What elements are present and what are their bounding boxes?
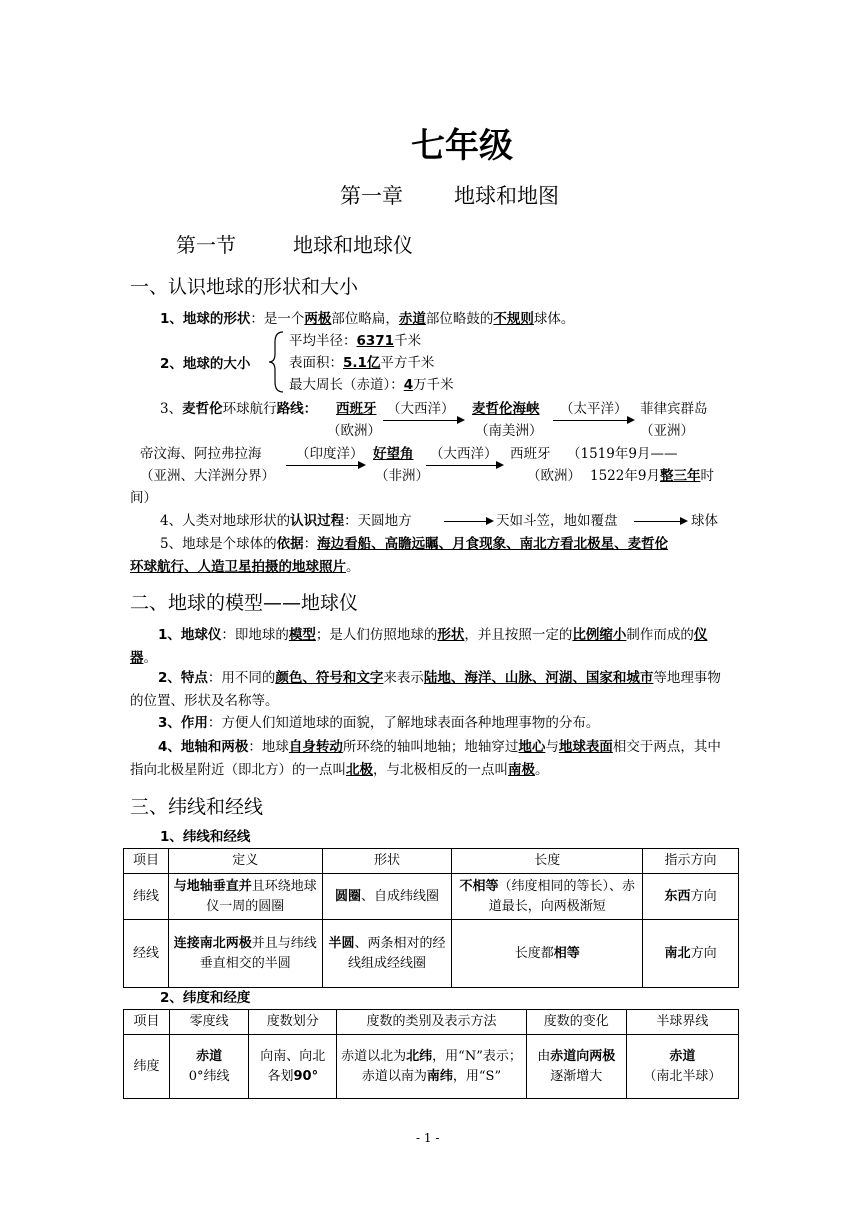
keyword: 与地轴垂直并 xyxy=(173,878,252,894)
row-label: 纬度 xyxy=(124,1035,170,1099)
text: 0°纬线 xyxy=(188,1068,230,1084)
text: ；是人们仿照地球的 xyxy=(315,627,438,643)
text: 所环绕的轴叫地轴；地轴穿过 xyxy=(342,739,519,755)
text: 表面积： xyxy=(289,355,343,371)
keyword: 依据 xyxy=(276,536,304,552)
cell-zero-line xyxy=(169,1035,249,1099)
cell-division xyxy=(249,1035,337,1099)
arrow-icon xyxy=(426,465,502,466)
keyword: 两极 xyxy=(304,311,332,327)
keyword: 海边看船、高瞻远瞩、月食现象、南北方看北极星、麦哲伦 xyxy=(317,536,669,552)
text: ，用“N”表示；赤道以南为 xyxy=(361,1048,522,1084)
header-cell: 项目 xyxy=(124,849,169,874)
part3-heading: 三、纬线和经线 xyxy=(130,796,264,818)
route-date-start: （1519年9月—— xyxy=(567,446,678,462)
table2-caption: 2、纬度和经度 xyxy=(160,990,251,1006)
brace-icon xyxy=(266,330,286,394)
text: 方向 xyxy=(690,945,717,961)
keyword: 陆地、海洋、山脉、河湖、国家和城市 xyxy=(423,670,654,686)
arrow-icon xyxy=(444,521,492,522)
text: 、自成纬线圈 xyxy=(361,888,440,904)
area-row xyxy=(289,352,434,374)
text: ：是一个 xyxy=(250,311,305,327)
text: ：地球 xyxy=(248,739,289,755)
keyword: 东西 xyxy=(664,888,691,904)
text: ：用不同的 xyxy=(207,670,276,686)
keyword: 南北 xyxy=(664,945,691,961)
page-number: - 1 - xyxy=(416,1131,440,1145)
table-row xyxy=(124,874,739,920)
part2-heading: 二、地球的模型——地球仪 xyxy=(130,592,359,614)
globe-usage xyxy=(130,712,730,735)
row-label: 纬线 xyxy=(124,874,169,920)
header-cell: 半球界线 xyxy=(626,1010,738,1035)
item5-evidence xyxy=(160,533,668,555)
cell-shape xyxy=(322,874,452,920)
keyword: 自身转动 xyxy=(288,739,343,755)
section-title: 地球和地球仪 xyxy=(293,233,413,257)
keyword: 比例缩小 xyxy=(572,627,627,643)
globe-features xyxy=(130,667,730,713)
text: 部位略鼓的 xyxy=(425,311,494,327)
label: 4、地轴和两极 xyxy=(158,739,249,755)
text: ： xyxy=(303,536,318,552)
cell-definition xyxy=(168,920,322,988)
keyword: 南纬 xyxy=(426,1068,453,1084)
keyword: 相等 xyxy=(553,945,580,961)
cell-direction xyxy=(643,874,739,920)
text: 环球航行 xyxy=(222,401,277,417)
arrow-icon xyxy=(634,521,686,522)
text: 。 xyxy=(143,650,157,666)
keyword: 模型 xyxy=(288,627,316,643)
chapter-title: 地球和地图 xyxy=(454,184,559,208)
text: 方向 xyxy=(690,888,717,904)
part1-heading: 一、认识地球的形状和大小 xyxy=(130,276,359,298)
route-ocean-3: （印度洋） xyxy=(296,446,364,462)
row-label: 经线 xyxy=(124,920,169,988)
header-cell: 长度 xyxy=(452,849,643,874)
item1-label: 1、地球的形状 xyxy=(160,311,251,327)
route-ocean-2: （太平洋） xyxy=(560,401,628,417)
table-header-row xyxy=(124,849,739,874)
text: 由 xyxy=(537,1048,551,1064)
keyword: 仪器 xyxy=(130,627,708,666)
route-philippines: 菲律宾群岛 xyxy=(640,401,708,417)
text: 且环绕地球仪一周的圆圈 xyxy=(206,878,317,914)
chapter-number: 第一章 xyxy=(340,184,403,208)
keyword: 90° xyxy=(293,1068,319,1084)
route-spain-return: 西班牙 xyxy=(510,446,551,462)
keyword: 认识过程 xyxy=(290,513,345,529)
route-timor-sea: 帝汶海、阿拉弗拉海 xyxy=(140,446,262,462)
text: 球体。 xyxy=(533,311,575,327)
arrow-icon xyxy=(553,420,633,421)
page-title: 七年级 xyxy=(411,126,513,166)
text: 5、地球是个球体的 xyxy=(160,536,277,552)
route-ocean-4: （大西洋） xyxy=(430,446,498,462)
cell-definition xyxy=(168,874,322,920)
text: 。 xyxy=(346,559,360,575)
keyword: 麦哲伦 xyxy=(182,401,223,417)
text: ：即地球的 xyxy=(221,627,289,643)
route-good-hope: 好望角 xyxy=(373,446,414,462)
route-sub-south-america: （南美洲） xyxy=(475,423,543,439)
item4-cognition xyxy=(160,510,412,532)
header-cell: 形状 xyxy=(322,849,452,874)
route-ocean-1: （大西洋） xyxy=(387,401,455,417)
text: 来表示 xyxy=(383,670,424,686)
keyword: 连接南北两极 xyxy=(173,935,252,951)
text: （南北半球） xyxy=(643,1068,722,1084)
keyword: 半圆 xyxy=(328,935,355,951)
keyword: 北纬 xyxy=(406,1048,433,1064)
table-header-row xyxy=(124,1010,739,1035)
keyword: 形状 xyxy=(437,627,465,643)
text: ，用“S” xyxy=(452,1068,502,1084)
keyword: 赤道向两极 xyxy=(550,1048,616,1064)
latitude-longitude-degree-table xyxy=(123,1009,739,1099)
keyword: 整三年 xyxy=(659,468,701,484)
route-sub-boundary: （亚洲、大洋洲分界） xyxy=(140,468,275,484)
cell-direction xyxy=(643,920,739,988)
header-cell: 度数的变化 xyxy=(526,1010,626,1035)
latitude-longitude-lines-table xyxy=(123,848,739,988)
text: ：天圆地方 xyxy=(344,513,412,529)
text: ：方便人们知道地球的面貌，了解地球表面各种地理事物的分布。 xyxy=(207,715,600,731)
item4-stage2: 天如斗笠，地如覆盘 xyxy=(496,513,618,529)
text: ，与北极相反的一点叫 xyxy=(373,762,508,778)
text: 时 xyxy=(700,468,714,484)
text: 并且与纬线垂直相交的半圆 xyxy=(199,935,317,971)
keyword: 地心 xyxy=(518,739,546,755)
text: 部位略扁， xyxy=(331,311,399,327)
text: 万千米 xyxy=(413,377,454,393)
keyword: 路线： xyxy=(276,401,318,417)
keyword: 5.1亿 xyxy=(343,355,381,371)
cell-change xyxy=(526,1035,626,1099)
item2-label xyxy=(160,353,250,375)
text: 与 xyxy=(545,739,559,755)
keyword: 地球表面 xyxy=(558,739,613,755)
header-cell: 指示方向 xyxy=(643,849,739,874)
table-row xyxy=(124,920,739,988)
text: 逐渐增大 xyxy=(550,1068,603,1084)
text: （纬度相同的等长）、赤道最长，向两极渐短 xyxy=(488,878,636,914)
text: 向南、向北 xyxy=(260,1048,326,1064)
item3-label xyxy=(160,398,317,420)
text: 相交于两点，其中指向北极星附近（即北方）的一点叫 xyxy=(130,739,721,778)
text: 长度都 xyxy=(514,945,554,961)
keyword: 环球航行、人造卫星拍摄的地球照片 xyxy=(130,559,346,575)
route-sub-europe-2: （欧洲） xyxy=(527,468,581,484)
arrow-icon xyxy=(383,420,463,421)
text: ，并且按照一定的 xyxy=(464,627,573,643)
cell-shape xyxy=(322,920,452,988)
header-cell: 零度线 xyxy=(169,1010,249,1035)
keyword: 6371 xyxy=(356,333,395,349)
table-row xyxy=(124,1035,739,1099)
text: 千米 xyxy=(394,333,422,349)
keyword: 赤道 xyxy=(196,1048,223,1064)
globe-definition xyxy=(130,624,730,670)
cell-length xyxy=(452,874,643,920)
label: 1、地球仪 xyxy=(158,627,222,643)
label: 2、特点 xyxy=(158,670,208,686)
text: 平均半径： xyxy=(289,333,357,349)
section-number: 第一节 xyxy=(176,233,236,257)
text: 1522年9月 xyxy=(590,468,660,484)
radius-row xyxy=(289,330,421,352)
text: 赤道以北为 xyxy=(341,1048,407,1064)
item5-evidence-cont xyxy=(130,556,360,578)
route-magellan-strait: 麦哲伦海峡 xyxy=(472,401,540,417)
keyword: 北极 xyxy=(346,762,373,778)
arrow-icon xyxy=(286,465,364,466)
text: 、两条相对的经线组成经线圈 xyxy=(348,935,446,971)
keyword: 赤道 xyxy=(669,1048,696,1064)
text: 制作而成的 xyxy=(626,627,694,643)
text: 各划 xyxy=(267,1068,294,1084)
text: 3、 xyxy=(160,401,183,417)
table1-caption: 1、纬线和经线 xyxy=(160,829,251,845)
item1-shape xyxy=(160,308,574,330)
cell-hemisphere xyxy=(626,1035,738,1099)
keyword: 赤道 xyxy=(398,311,426,327)
keyword: 4 xyxy=(403,377,414,393)
text: 4、人类对地球形状的 xyxy=(160,513,291,529)
label: 3、作用 xyxy=(158,715,208,731)
keyword: 颜色、符号和文字 xyxy=(275,670,384,686)
route-sub-europe: （欧洲） xyxy=(327,423,381,439)
route-date-end xyxy=(590,465,714,487)
label-text: 2、地球的大小 xyxy=(160,356,251,372)
keyword: 南极 xyxy=(508,762,535,778)
text: 最大周长（赤道）： xyxy=(289,377,404,393)
text: 平方千米 xyxy=(380,355,435,371)
text: 等地理事物的位置、形状及名称等。 xyxy=(130,670,721,709)
route-sub-africa: （非洲） xyxy=(375,468,429,484)
keyword: 不规则 xyxy=(493,311,534,327)
header-cell: 度数划分 xyxy=(249,1010,337,1035)
route-date-tail: 间） xyxy=(130,490,157,506)
keyword: 不相等 xyxy=(459,878,499,894)
item4-stage3: 球体 xyxy=(691,513,718,529)
header-cell: 定义 xyxy=(168,849,322,874)
header-cell: 度数的类别及表示方法 xyxy=(337,1010,527,1035)
cell-length xyxy=(452,920,643,988)
header-cell: 项目 xyxy=(124,1010,170,1035)
keyword: 圆圈 xyxy=(335,888,362,904)
route-spain: 西班牙 xyxy=(336,401,377,417)
route-sub-asia: （亚洲） xyxy=(640,423,694,439)
circumference-row xyxy=(289,374,454,396)
cell-classification xyxy=(337,1035,527,1099)
axis-and-poles xyxy=(130,736,730,782)
text: 。 xyxy=(535,762,549,778)
